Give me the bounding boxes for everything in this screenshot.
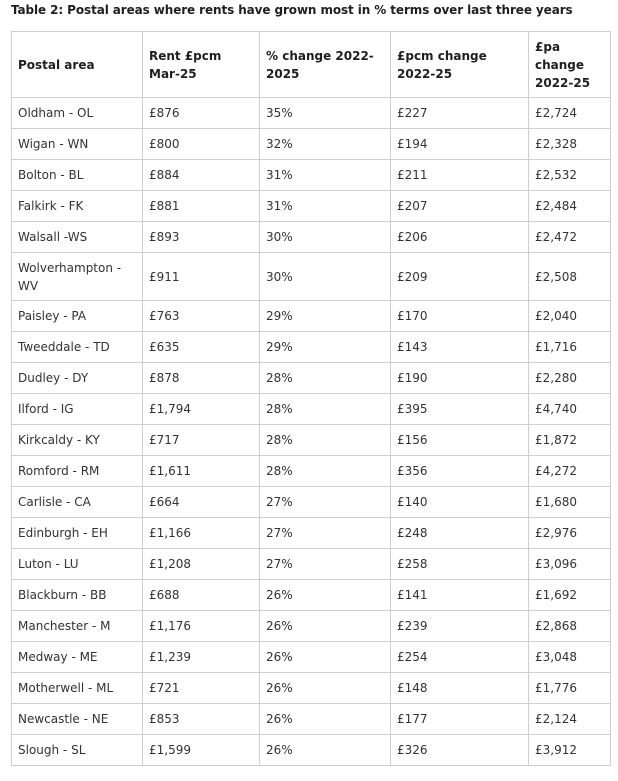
rent-pcm-cell: £664 <box>143 487 260 518</box>
pa-change-cell: £2,868 <box>529 611 611 642</box>
rent-pcm-cell: £1,239 <box>143 642 260 673</box>
pcm-change-cell: £143 <box>391 332 529 363</box>
percent-change-cell: 27% <box>260 518 391 549</box>
postal-area-cell: Carlisle - CA <box>12 487 143 518</box>
pa-change-cell: £3,912 <box>529 735 611 766</box>
rent-pcm-cell: £1,208 <box>143 549 260 580</box>
header-postal-area: Postal area <box>12 32 143 98</box>
header-rent-pcm: Rent £pcm Mar-25 <box>143 32 260 98</box>
pcm-change-cell: £211 <box>391 160 529 191</box>
percent-change-cell: 28% <box>260 425 391 456</box>
rent-pcm-cell: £853 <box>143 704 260 735</box>
rent-pcm-cell: £893 <box>143 222 260 253</box>
rent-pcm-cell: £1,611 <box>143 456 260 487</box>
postal-area-cell: Wigan - WN <box>12 129 143 160</box>
pcm-change-cell: £227 <box>391 98 529 129</box>
pa-change-cell: £4,272 <box>529 456 611 487</box>
pa-change-cell: £3,096 <box>529 549 611 580</box>
pa-change-cell: £1,692 <box>529 580 611 611</box>
postal-area-cell: Ilford - IG <box>12 394 143 425</box>
pcm-change-cell: £194 <box>391 129 529 160</box>
rent-growth-table <box>11 31 611 766</box>
rent-pcm-cell: £1,166 <box>143 518 260 549</box>
rent-pcm-cell: £911 <box>143 253 260 301</box>
pa-change-cell: £4,740 <box>529 394 611 425</box>
table-row <box>12 98 611 129</box>
postal-area-cell: Walsall -WS <box>12 222 143 253</box>
postal-area-cell: Edinburgh - EH <box>12 518 143 549</box>
percent-change-cell: 28% <box>260 363 391 394</box>
pcm-change-cell: £140 <box>391 487 529 518</box>
header-pcm-change: £pcm change 2022-25 <box>391 32 529 98</box>
postal-area-cell: Manchester - M <box>12 611 143 642</box>
percent-change-cell: 29% <box>260 301 391 332</box>
table-row <box>12 222 611 253</box>
table-row <box>12 673 611 704</box>
pa-change-cell: £2,124 <box>529 704 611 735</box>
pa-change-cell: £2,532 <box>529 160 611 191</box>
rent-pcm-cell: £1,599 <box>143 735 260 766</box>
table-row <box>12 611 611 642</box>
postal-area-cell: Slough - SL <box>12 735 143 766</box>
table-row <box>12 301 611 332</box>
pa-change-cell: £1,716 <box>529 332 611 363</box>
postal-area-cell: Bolton - BL <box>12 160 143 191</box>
pcm-change-cell: £177 <box>391 704 529 735</box>
postal-area-cell: Luton - LU <box>12 549 143 580</box>
pa-change-cell: £2,472 <box>529 222 611 253</box>
postal-area-cell: Wolverhampton - WV <box>12 253 143 301</box>
pcm-change-cell: £356 <box>391 456 529 487</box>
table-row <box>12 363 611 394</box>
rent-pcm-cell: £688 <box>143 580 260 611</box>
table-row <box>12 456 611 487</box>
table-row <box>12 425 611 456</box>
pcm-change-cell: £148 <box>391 673 529 704</box>
pcm-change-cell: £239 <box>391 611 529 642</box>
rent-pcm-cell: £876 <box>143 98 260 129</box>
pa-change-cell: £1,776 <box>529 673 611 704</box>
table-row <box>12 642 611 673</box>
postal-area-cell: Newcastle - NE <box>12 704 143 735</box>
table-row <box>12 394 611 425</box>
pa-change-cell: £2,328 <box>529 129 611 160</box>
rent-pcm-cell: £884 <box>143 160 260 191</box>
percent-change-cell: 26% <box>260 735 391 766</box>
postal-area-cell: Romford - RM <box>12 456 143 487</box>
postal-area-cell: Falkirk - FK <box>12 191 143 222</box>
table-row <box>12 129 611 160</box>
rent-pcm-cell: £717 <box>143 425 260 456</box>
pa-change-cell: £1,680 <box>529 487 611 518</box>
percent-change-cell: 35% <box>260 98 391 129</box>
pa-change-cell: £2,280 <box>529 363 611 394</box>
percent-change-cell: 26% <box>260 642 391 673</box>
pa-change-cell: £2,724 <box>529 98 611 129</box>
table-row <box>12 487 611 518</box>
rent-pcm-cell: £1,176 <box>143 611 260 642</box>
header-percent-change: % change 2022-2025 <box>260 32 391 98</box>
pcm-change-cell: £207 <box>391 191 529 222</box>
rent-pcm-cell: £878 <box>143 363 260 394</box>
postal-area-cell: Dudley - DY <box>12 363 143 394</box>
table-row <box>12 580 611 611</box>
percent-change-cell: 28% <box>260 456 391 487</box>
pa-change-cell: £1,872 <box>529 425 611 456</box>
table-row <box>12 549 611 580</box>
percent-change-cell: 26% <box>260 611 391 642</box>
table-caption: Table 2: Postal areas where rents have grown most in % terms over last three years <box>11 3 573 17</box>
pcm-change-cell: £190 <box>391 363 529 394</box>
table-row <box>12 332 611 363</box>
table-row <box>12 704 611 735</box>
percent-change-cell: 27% <box>260 549 391 580</box>
rent-pcm-cell: £1,794 <box>143 394 260 425</box>
percent-change-cell: 28% <box>260 394 391 425</box>
postal-area-cell: Blackburn - BB <box>12 580 143 611</box>
percent-change-cell: 30% <box>260 253 391 301</box>
postal-area-cell: Paisley - PA <box>12 301 143 332</box>
header-row <box>12 32 611 98</box>
percent-change-cell: 31% <box>260 191 391 222</box>
postal-area-cell: Medway - ME <box>12 642 143 673</box>
pcm-change-cell: £254 <box>391 642 529 673</box>
pa-change-cell: £2,976 <box>529 518 611 549</box>
pcm-change-cell: £141 <box>391 580 529 611</box>
percent-change-cell: 32% <box>260 129 391 160</box>
postal-area-cell: Kirkcaldy - KY <box>12 425 143 456</box>
percent-change-cell: 29% <box>260 332 391 363</box>
table-row <box>12 735 611 766</box>
percent-change-cell: 26% <box>260 704 391 735</box>
postal-area-cell: Oldham - OL <box>12 98 143 129</box>
pcm-change-cell: £248 <box>391 518 529 549</box>
pcm-change-cell: £206 <box>391 222 529 253</box>
percent-change-cell: 31% <box>260 160 391 191</box>
table-row <box>12 191 611 222</box>
table-row <box>12 160 611 191</box>
header-pa-change: £pa change 2022-25 <box>529 32 611 98</box>
rent-pcm-cell: £721 <box>143 673 260 704</box>
table-row <box>12 518 611 549</box>
pcm-change-cell: £326 <box>391 735 529 766</box>
pa-change-cell: £2,508 <box>529 253 611 301</box>
percent-change-cell: 27% <box>260 487 391 518</box>
postal-area-cell: Tweeddale - TD <box>12 332 143 363</box>
rent-pcm-cell: £635 <box>143 332 260 363</box>
pcm-change-cell: £258 <box>391 549 529 580</box>
rent-pcm-cell: £763 <box>143 301 260 332</box>
pa-change-cell: £2,484 <box>529 191 611 222</box>
rent-pcm-cell: £800 <box>143 129 260 160</box>
percent-change-cell: 30% <box>260 222 391 253</box>
postal-area-cell: Motherwell - ML <box>12 673 143 704</box>
percent-change-cell: 26% <box>260 580 391 611</box>
pa-change-cell: £3,048 <box>529 642 611 673</box>
table-row <box>12 253 611 301</box>
pcm-change-cell: £170 <box>391 301 529 332</box>
rent-pcm-cell: £881 <box>143 191 260 222</box>
percent-change-cell: 26% <box>260 673 391 704</box>
pcm-change-cell: £209 <box>391 253 529 301</box>
pcm-change-cell: £156 <box>391 425 529 456</box>
pcm-change-cell: £395 <box>391 394 529 425</box>
pa-change-cell: £2,040 <box>529 301 611 332</box>
